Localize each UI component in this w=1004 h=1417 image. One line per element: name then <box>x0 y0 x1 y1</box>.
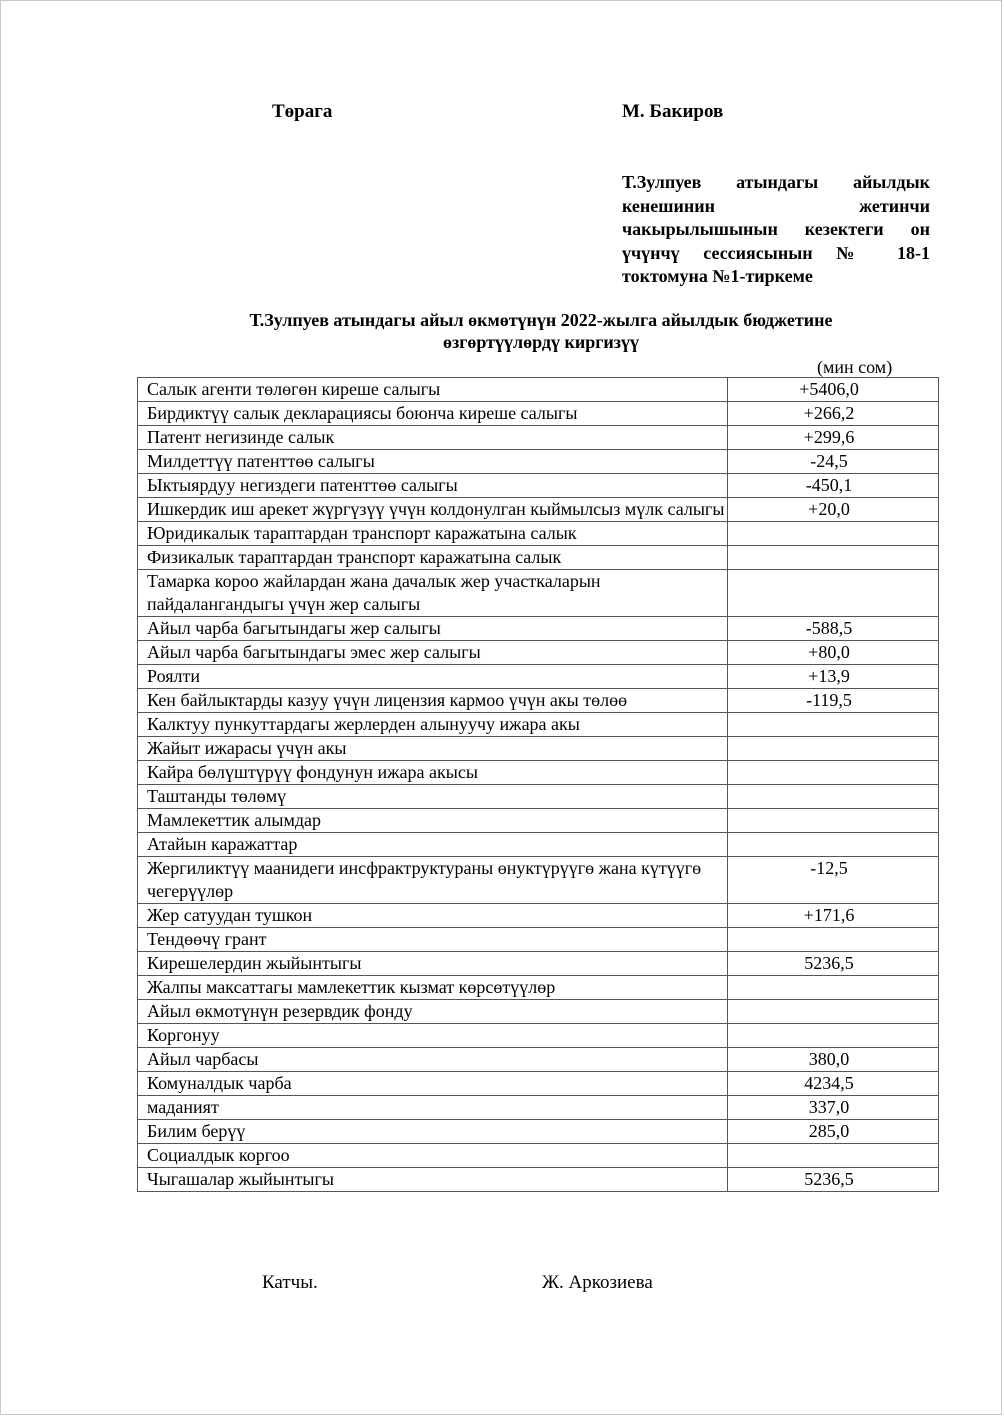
row-value: -24,5 <box>728 450 939 474</box>
row-value: 5236,5 <box>728 1168 939 1192</box>
row-label: Тамарка короо жайлардан жана дачалык жер участкаларын пайдалангандыгы үчүн жер салыгы <box>138 570 728 617</box>
row-label: Коргонуу <box>138 1024 728 1048</box>
table-row <box>138 976 939 1000</box>
table-row <box>138 689 939 713</box>
row-label: Бирдиктүү салык декларациясы боюнча киреше салыгы <box>138 402 728 426</box>
row-value: 4234,5 <box>728 1072 939 1096</box>
row-value <box>728 522 939 546</box>
row-value <box>728 1024 939 1048</box>
table-row <box>138 570 939 617</box>
row-value: -588,5 <box>728 617 939 641</box>
row-value: -119,5 <box>728 689 939 713</box>
table-row <box>138 785 939 809</box>
row-label: Ишкердик иш арекет жүргүзүү үчүн колдонулган кыймылсыз мүлк салыгы <box>138 498 728 522</box>
table-row <box>138 1000 939 1024</box>
table-row <box>138 1048 939 1072</box>
row-label: Калктуу пункуттардагы жерлерден алынуучу ижара акы <box>138 713 728 737</box>
table-row <box>138 402 939 426</box>
table-row <box>138 641 939 665</box>
table-row <box>138 904 939 928</box>
row-label: Айыл чарбасы <box>138 1048 728 1072</box>
row-label: Жайыт ижарасы үчүн акы <box>138 737 728 761</box>
table-row <box>138 928 939 952</box>
row-value <box>728 546 939 570</box>
row-label: Таштанды төлөмү <box>138 785 728 809</box>
row-label: Физикалык тараптардан транспорт каражатына салык <box>138 546 728 570</box>
table-row <box>138 761 939 785</box>
table-row <box>138 713 939 737</box>
row-value: +20,0 <box>728 498 939 522</box>
row-label: маданият <box>138 1096 728 1120</box>
row-label: Билим берүү <box>138 1120 728 1144</box>
row-value <box>728 713 939 737</box>
row-value <box>728 928 939 952</box>
chair-title: Төрага <box>272 101 333 122</box>
row-value: 5236,5 <box>728 952 939 976</box>
row-value: +13,9 <box>728 665 939 689</box>
table-row <box>138 450 939 474</box>
row-label: Чыгашалар жыйынтыгы <box>138 1168 728 1192</box>
row-value: +266,2 <box>728 402 939 426</box>
row-value <box>728 1144 939 1168</box>
row-label: Салык агенти төлөгөн киреше салыгы <box>138 378 728 402</box>
row-label: Жер сатуудан тушкон <box>138 904 728 928</box>
row-value: +299,6 <box>728 426 939 450</box>
chair-name: М. Бакиров <box>622 101 724 122</box>
row-label: Мамлекеттик алымдар <box>138 809 728 833</box>
row-value <box>728 976 939 1000</box>
row-label: Роялти <box>138 665 728 689</box>
row-label: Ыктыярдуу негиздеги патенттөө салыгы <box>138 474 728 498</box>
table-row <box>138 1144 939 1168</box>
table-row <box>138 1120 939 1144</box>
row-value <box>728 737 939 761</box>
row-value <box>728 833 939 857</box>
table-row <box>138 1024 939 1048</box>
row-value: 380,0 <box>728 1048 939 1072</box>
row-value: 285,0 <box>728 1120 939 1144</box>
budget-table <box>137 377 939 1192</box>
table-row <box>138 809 939 833</box>
row-label: Комуналдык чарба <box>138 1072 728 1096</box>
row-label: Айыл өкмотүнүн резервдик фонду <box>138 1000 728 1024</box>
row-label: Социалдык коргоо <box>138 1144 728 1168</box>
row-label: Юридикалык тараптардан транспорт каражатына салык <box>138 522 728 546</box>
row-value <box>728 570 939 617</box>
table-row <box>138 665 939 689</box>
document-title <box>141 309 941 353</box>
row-label: Жалпы максаттагы мамлекеттик кызмат көрсөтүүлөр <box>138 976 728 1000</box>
row-value <box>728 1000 939 1024</box>
row-label: Тендөөчү грант <box>138 928 728 952</box>
row-value: 337,0 <box>728 1096 939 1120</box>
secretary-name: Ж. Аркозиева <box>542 1272 653 1293</box>
table-row <box>138 474 939 498</box>
row-label: Патент негизинде салык <box>138 426 728 450</box>
table-row <box>138 1168 939 1192</box>
row-value: +171,6 <box>728 904 939 928</box>
row-value: -12,5 <box>728 857 939 904</box>
table-row <box>138 1096 939 1120</box>
row-label: Айыл чарба багытындагы жер салыгы <box>138 617 728 641</box>
row-label: Кирешелердин жыйынтыгы <box>138 952 728 976</box>
row-value: -450,1 <box>728 474 939 498</box>
table-row <box>138 952 939 976</box>
row-value <box>728 809 939 833</box>
document-title-line1: Т.Зулпуев атындагы айыл өкмөтүнүн 2022-жылга айылдык бюджетине <box>249 310 833 330</box>
table-row <box>138 522 939 546</box>
table-row <box>138 546 939 570</box>
unit-label: (мин сом) <box>817 357 893 377</box>
row-label: Кен байлыктарды казуу үчүн лицензия кармоо үчүн акы төлөө <box>138 689 728 713</box>
row-label: Жергиликтүү маанидеги инсфрактруктураны өнуктүрүүгө жана күтүүгө чегерүүлөр <box>138 857 728 904</box>
table-row <box>138 498 939 522</box>
row-label: Милдеттүү патенттөө салыгы <box>138 450 728 474</box>
budget-table-body <box>138 378 939 1192</box>
table-row <box>138 737 939 761</box>
row-value: +80,0 <box>728 641 939 665</box>
row-value <box>728 785 939 809</box>
row-label: Айыл чарба багытындагы эмес жер салыгы <box>138 641 728 665</box>
table-row <box>138 378 939 402</box>
table-row <box>138 857 939 904</box>
document-title-line2: өзгөртүүлөрдү киргизүү <box>442 332 640 352</box>
table-row <box>138 426 939 450</box>
table-row <box>138 1072 939 1096</box>
appendix-reference: Т.Зулпуев атындагы айылдык кенешинин жетинчи чакырылышынын кезектеги он үчүнчү сессиясынын № 18-1 токтомуна №1-тиркеме <box>622 172 930 286</box>
row-label: Кайра бөлүштүрүү фондунун ижара акысы <box>138 761 728 785</box>
row-value <box>728 761 939 785</box>
row-label: Атайын каражаттар <box>138 833 728 857</box>
table-row <box>138 617 939 641</box>
table-row <box>138 833 939 857</box>
secretary-title: Катчы. <box>262 1272 318 1293</box>
row-value: +5406,0 <box>728 378 939 402</box>
